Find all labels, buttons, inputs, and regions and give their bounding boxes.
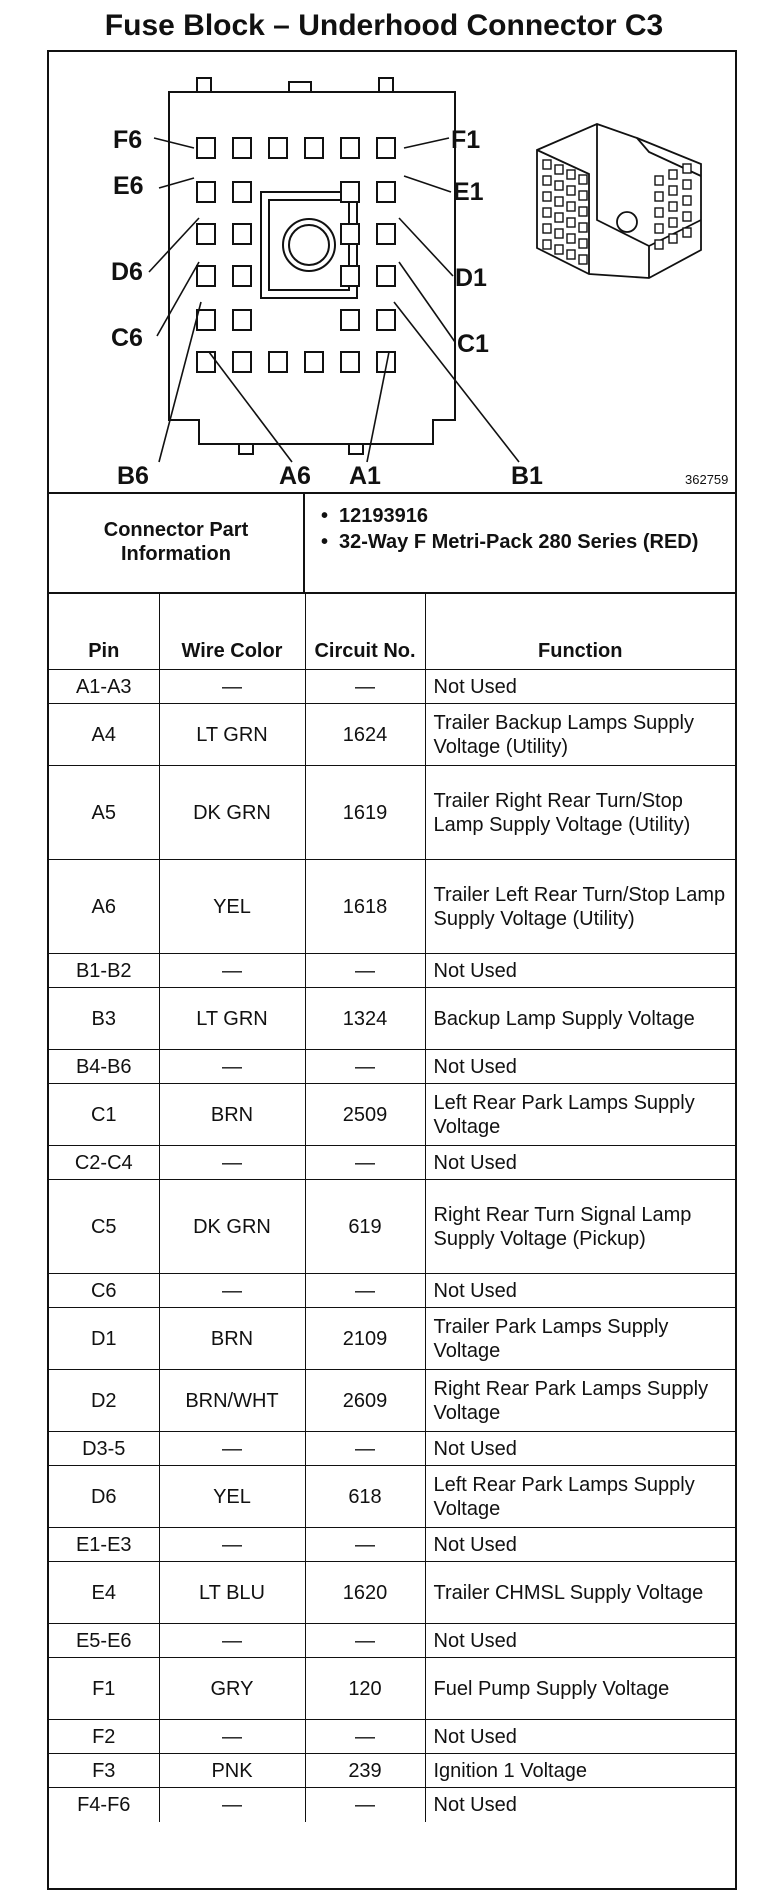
function-cell: Trailer Park Lamps Supply Voltage <box>425 1308 735 1370</box>
table-row <box>49 1466 735 1528</box>
iso-cavity <box>543 208 551 217</box>
center-post-ring-outer <box>283 219 335 271</box>
pin-cavity <box>233 352 251 372</box>
connector-sheet <box>47 50 737 1890</box>
pin-cell: F2 <box>49 1720 159 1754</box>
pin-cavity <box>305 352 323 372</box>
function-cell: Not Used <box>425 1146 735 1180</box>
pin-cavity <box>233 310 251 330</box>
iso-cavity <box>567 202 575 211</box>
circuit-no-cell: — <box>305 1432 425 1466</box>
label-f1: F1 <box>451 126 481 154</box>
leader-d6 <box>149 218 199 272</box>
pin-cell: D2 <box>49 1370 159 1432</box>
iso-cavity <box>579 175 587 184</box>
leader-f1 <box>404 138 449 148</box>
table-row <box>49 1658 735 1720</box>
circuit-no-cell: 120 <box>305 1658 425 1720</box>
iso-cavity <box>669 202 677 211</box>
wire-color-cell: — <box>159 1528 305 1562</box>
connector-face-drawing <box>49 52 735 492</box>
function-cell: Not Used <box>425 1788 735 1822</box>
label-a1: A1 <box>349 462 381 490</box>
table-row <box>49 1180 735 1274</box>
iso-cavity <box>655 208 663 217</box>
table-header-row <box>49 592 735 670</box>
table-row <box>49 1432 735 1466</box>
function-cell: Trailer CHMSL Supply Voltage <box>425 1562 735 1624</box>
top-tab-left <box>197 78 211 92</box>
leader-e1 <box>404 176 451 192</box>
circuit-no-cell: 1619 <box>305 766 425 860</box>
iso-cavity <box>655 240 663 249</box>
pin-cell: A1-A3 <box>49 670 159 704</box>
iso-cavity <box>555 165 563 174</box>
iso-cavity <box>579 191 587 200</box>
pin-cell: F1 <box>49 1658 159 1720</box>
pinout-rows <box>49 670 735 1822</box>
iso-cavity <box>579 207 587 216</box>
connector-part-info-label: Connector Part Information <box>49 492 305 592</box>
function-cell: Not Used <box>425 954 735 988</box>
leader-b6 <box>159 302 201 462</box>
pin-cavity <box>269 138 287 158</box>
iso-cavity <box>567 170 575 179</box>
iso-cavity <box>567 186 575 195</box>
leader-c6 <box>157 262 199 336</box>
pin-cavity <box>197 310 215 330</box>
pin-cavity <box>341 352 359 372</box>
wire-color-cell: — <box>159 670 305 704</box>
circuit-no-cell: — <box>305 1528 425 1562</box>
pin-cavity <box>197 224 215 244</box>
label-b6: B6 <box>117 462 149 490</box>
circuit-no-cell: — <box>305 1050 425 1084</box>
pin-cell: C6 <box>49 1274 159 1308</box>
label-a6: A6 <box>279 462 311 490</box>
wire-color-cell: LT BLU <box>159 1562 305 1624</box>
function-cell: Not Used <box>425 670 735 704</box>
circuit-no-cell: 2509 <box>305 1084 425 1146</box>
iso-cavity <box>669 234 677 243</box>
iso-cavity <box>579 255 587 264</box>
pin-cavity <box>341 138 359 158</box>
pin-cavity <box>197 138 215 158</box>
circuit-no-cell: — <box>305 1624 425 1658</box>
circuit-no-cell: 619 <box>305 1180 425 1274</box>
page-title: Fuse Block – Underhood Connector C3 <box>104 9 664 42</box>
function-cell: Backup Lamp Supply Voltage <box>425 988 735 1050</box>
iso-cavity <box>543 240 551 249</box>
table-row <box>49 1562 735 1624</box>
iso-cavity <box>555 181 563 190</box>
pin-cavity <box>377 182 395 202</box>
pin-cell: B1-B2 <box>49 954 159 988</box>
pin-cell: C2-C4 <box>49 1146 159 1180</box>
function-cell: Trailer Backup Lamps Supply Voltage (Utility) <box>425 704 735 766</box>
pin-cavity <box>269 352 287 372</box>
pin-cavity <box>377 138 395 158</box>
function-cell: Not Used <box>425 1050 735 1084</box>
table-row <box>49 1720 735 1754</box>
label-d6: D6 <box>111 258 143 286</box>
table-row <box>49 704 735 766</box>
table-row <box>49 766 735 860</box>
pin-cavity <box>197 182 215 202</box>
pin-cell: C5 <box>49 1180 159 1274</box>
pin-cavity <box>341 266 359 286</box>
wire-color-cell: BRN <box>159 1308 305 1370</box>
table-row <box>49 1754 735 1788</box>
pin-cavity <box>197 266 215 286</box>
circuit-no-cell: — <box>305 1788 425 1822</box>
circuit-no-cell: 1618 <box>305 860 425 954</box>
label-b1: B1 <box>511 462 543 490</box>
iso-cavity <box>567 218 575 227</box>
iso-cavity <box>555 245 563 254</box>
circuit-no-cell: — <box>305 954 425 988</box>
pin-cell: D3-5 <box>49 1432 159 1466</box>
wire-color-cell: LT GRN <box>159 988 305 1050</box>
leader-d1 <box>399 218 453 276</box>
pin-cell: D1 <box>49 1308 159 1370</box>
leader-e6 <box>159 178 194 188</box>
wire-color-cell: GRY <box>159 1658 305 1720</box>
connector-type: • 32-Way F Metri-Pack 280 Series (RED) <box>319 530 729 554</box>
connector-part-info <box>49 492 735 594</box>
pin-cavity <box>377 224 395 244</box>
pin-cavity <box>377 266 395 286</box>
pin-cavity <box>377 310 395 330</box>
center-post-inner <box>269 200 349 290</box>
function-cell: Trailer Right Rear Turn/Stop Lamp Supply Voltage (Utility) <box>425 766 735 860</box>
circuit-no-cell: — <box>305 1146 425 1180</box>
function-cell: Ignition 1 Voltage <box>425 1754 735 1788</box>
pin-cell: E4 <box>49 1562 159 1624</box>
pin-cavity <box>233 224 251 244</box>
iso-cavity <box>669 170 677 179</box>
function-cell: Fuel Pump Supply Voltage <box>425 1658 735 1720</box>
function-cell: Right Rear Park Lamps Supply Voltage <box>425 1370 735 1432</box>
circuit-no-cell: 2109 <box>305 1308 425 1370</box>
pin-cell: D6 <box>49 1466 159 1528</box>
wire-color-cell: BRN/WHT <box>159 1370 305 1432</box>
pin-cell: C1 <box>49 1084 159 1146</box>
table-row <box>49 1084 735 1146</box>
pin-cell: A6 <box>49 860 159 954</box>
circuit-no-cell: — <box>305 1274 425 1308</box>
pin-cell: E5-E6 <box>49 1624 159 1658</box>
pin-cavity <box>233 138 251 158</box>
label-e1: E1 <box>453 178 484 206</box>
connector-part-info-list <box>319 504 729 556</box>
iso-cavity <box>555 229 563 238</box>
header-function: Function <box>425 592 735 670</box>
label-d1: D1 <box>455 264 487 292</box>
iso-cavity <box>669 186 677 195</box>
bottom-tab-left <box>239 444 253 454</box>
pin-cell: A4 <box>49 704 159 766</box>
iso-cavity <box>543 192 551 201</box>
function-cell: Right Rear Turn Signal Lamp Supply Voltage (Pickup) <box>425 1180 735 1274</box>
table-row <box>49 860 735 954</box>
pin-cavity <box>341 310 359 330</box>
table-row <box>49 1624 735 1658</box>
circuit-no-cell: 1324 <box>305 988 425 1050</box>
iso-cavity <box>579 239 587 248</box>
pinout-table <box>49 592 735 1822</box>
function-cell: Left Rear Park Lamps Supply Voltage <box>425 1084 735 1146</box>
iso-cavity <box>683 212 691 221</box>
circuit-no-cell: 1620 <box>305 1562 425 1624</box>
table-row <box>49 1528 735 1562</box>
top-tab-right <box>379 78 393 92</box>
pin-cavity <box>233 182 251 202</box>
pin-cell: F3 <box>49 1754 159 1788</box>
pin-cell: F4-F6 <box>49 1788 159 1822</box>
label-c6: C6 <box>111 324 143 352</box>
wire-color-cell: LT GRN <box>159 704 305 766</box>
table-row <box>49 954 735 988</box>
function-cell: Not Used <box>425 1720 735 1754</box>
table-row <box>49 1370 735 1432</box>
label-c1: C1 <box>457 330 489 358</box>
leader-b1 <box>394 302 519 462</box>
table-row <box>49 1308 735 1370</box>
table-row <box>49 1274 735 1308</box>
wire-color-cell: — <box>159 1050 305 1084</box>
iso-cavity <box>683 164 691 173</box>
circuit-no-cell: 239 <box>305 1754 425 1788</box>
iso-cavity <box>669 218 677 227</box>
function-cell: Left Rear Park Lamps Supply Voltage <box>425 1466 735 1528</box>
iso-cavity <box>683 196 691 205</box>
wire-color-cell: — <box>159 954 305 988</box>
pin-cavity <box>341 224 359 244</box>
circuit-no-cell: — <box>305 1720 425 1754</box>
iso-cavity <box>567 250 575 259</box>
wire-color-cell: DK GRN <box>159 1180 305 1274</box>
function-cell: Not Used <box>425 1274 735 1308</box>
wire-color-cell: — <box>159 1788 305 1822</box>
center-post-ring-inner <box>289 225 329 265</box>
circuit-no-cell: 618 <box>305 1466 425 1528</box>
pin-cavity <box>233 266 251 286</box>
table-row <box>49 1146 735 1180</box>
figure-id: 362759 <box>685 472 729 487</box>
iso-cavity <box>579 223 587 232</box>
part-number: • 12193916 <box>319 504 729 528</box>
wire-color-cell: BRN <box>159 1084 305 1146</box>
pin-cavity <box>305 138 323 158</box>
bottom-tab-right <box>349 444 363 454</box>
pin-cell: A5 <box>49 766 159 860</box>
wire-color-cell: PNK <box>159 1754 305 1788</box>
function-cell: Trailer Left Rear Turn/Stop Lamp Supply Voltage (Utility) <box>425 860 735 954</box>
wire-color-cell: — <box>159 1720 305 1754</box>
iso-cavity <box>567 234 575 243</box>
wire-color-cell: — <box>159 1146 305 1180</box>
pin-cell: E1-E3 <box>49 1528 159 1562</box>
circuit-no-cell: 2609 <box>305 1370 425 1432</box>
connector-diagram <box>49 52 735 494</box>
circuit-no-cell: — <box>305 670 425 704</box>
iso-cavity <box>555 213 563 222</box>
circuit-no-cell: 1624 <box>305 704 425 766</box>
header-wire-color: Wire Color <box>159 592 305 670</box>
iso-cavity <box>543 224 551 233</box>
pin-cavity <box>341 182 359 202</box>
iso-cavity <box>655 176 663 185</box>
iso-cavity <box>543 176 551 185</box>
table-row <box>49 670 735 704</box>
function-cell: Not Used <box>425 1432 735 1466</box>
iso-cavity <box>683 228 691 237</box>
iso-cavity <box>655 224 663 233</box>
wire-color-cell: YEL <box>159 860 305 954</box>
wire-color-cell: DK GRN <box>159 766 305 860</box>
iso-cavity <box>555 197 563 206</box>
header-circuit-no: Circuit No. <box>305 592 425 670</box>
wire-color-cell: — <box>159 1432 305 1466</box>
top-latch <box>289 82 311 92</box>
wire-color-cell: — <box>159 1274 305 1308</box>
iso-cavity <box>543 160 551 169</box>
iso-cavity <box>655 192 663 201</box>
pin-cell: B4-B6 <box>49 1050 159 1084</box>
leader-c1 <box>399 262 455 342</box>
wire-color-cell: YEL <box>159 1466 305 1528</box>
function-cell: Not Used <box>425 1624 735 1658</box>
table-row <box>49 988 735 1050</box>
table-row <box>49 1788 735 1822</box>
label-e6: E6 <box>113 172 144 200</box>
table-row <box>49 1050 735 1084</box>
iso-cavity <box>683 180 691 189</box>
pin-cavity <box>197 352 215 372</box>
leader-f6 <box>154 138 194 148</box>
header-pin: Pin <box>49 592 159 670</box>
pin-cell: B3 <box>49 988 159 1050</box>
wire-color-cell: — <box>159 1624 305 1658</box>
label-f6: F6 <box>113 126 143 154</box>
function-cell: Not Used <box>425 1528 735 1562</box>
